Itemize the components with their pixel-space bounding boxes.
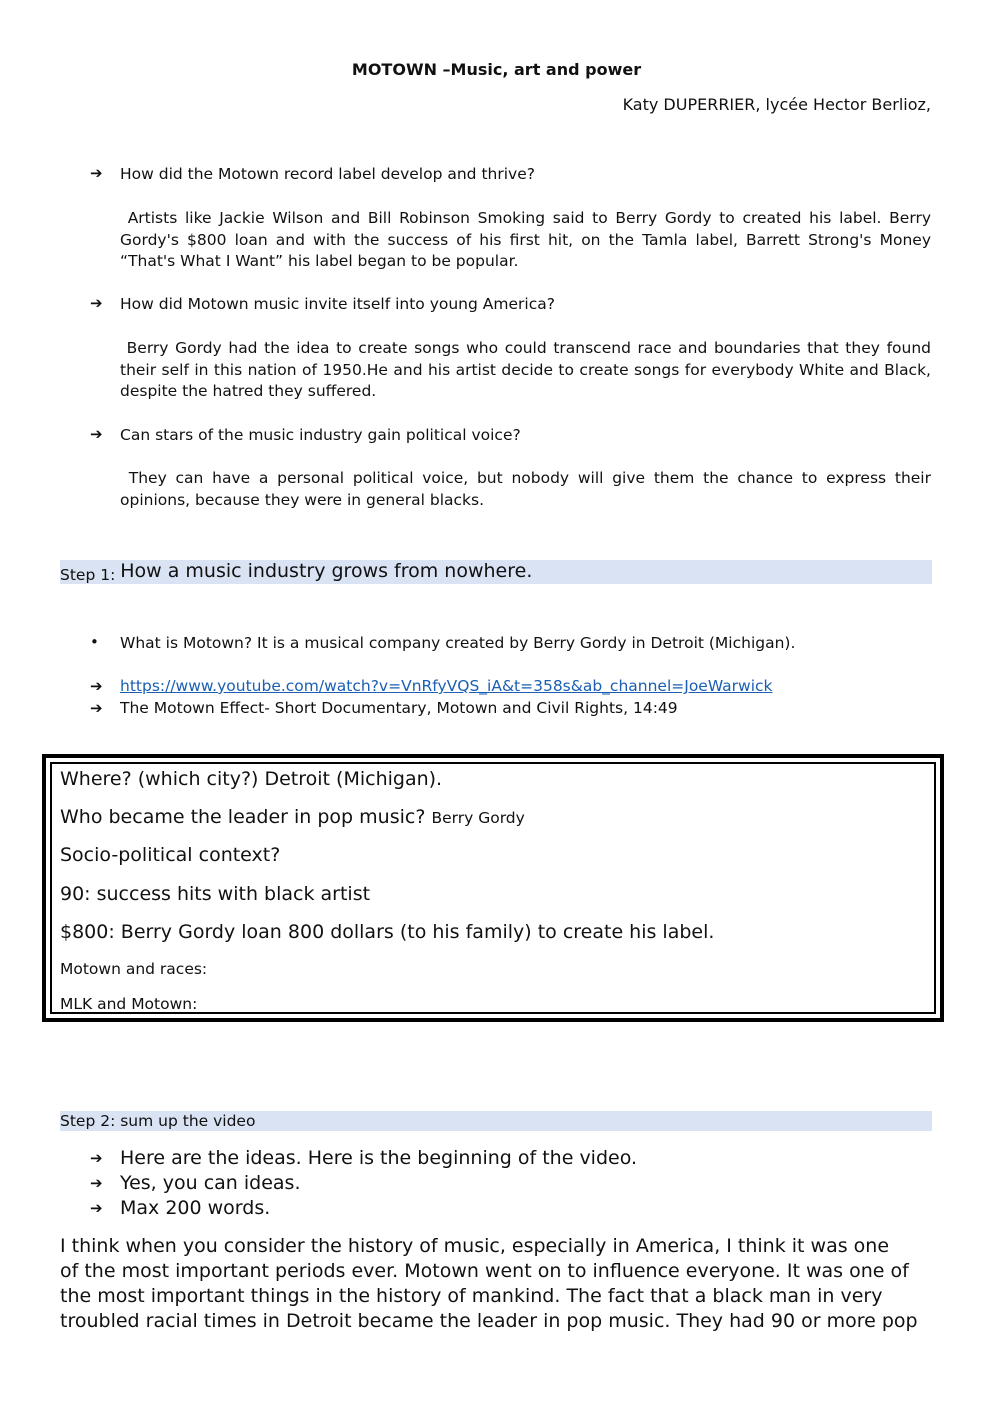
hits-line: 90: success hits with black artist bbox=[60, 883, 371, 905]
arrow-icon: ➔ bbox=[90, 294, 103, 312]
who-answer: Berry Gordy bbox=[431, 809, 525, 827]
question-2: How did Motown music invite itself into young America? bbox=[120, 295, 555, 313]
bullet-icon: • bbox=[90, 633, 99, 651]
arrow-icon: ➔ bbox=[90, 1174, 103, 1192]
step1-title: How a music industry grows from nowhere. bbox=[120, 560, 533, 582]
step1-heading bbox=[60, 560, 932, 584]
document-title: MOTOWN –Music, art and power bbox=[351, 60, 642, 79]
summary-line: the most important things in the history of mankind. The fact that a black man in very bbox=[60, 1285, 883, 1307]
answer-3: They can have a personal political voice, but nobody will give them the chance to express their opinions, because they were in general blacks. bbox=[120, 469, 931, 509]
answer-1: Artists like Jackie Wilson and Bill Robinson Smoking said to Berry Gordy to created his label. Berry Gordy's $800 loan and with the success of his first hit, on the Tamla label, Barrett Strong's Money “That's What I Want” his label began to be popular. bbox=[120, 209, 931, 270]
video-title: The Motown Effect- Short Documentary, Motown and Civil Rights, 14:49 bbox=[120, 699, 678, 717]
arrow-icon: ➔ bbox=[90, 1149, 103, 1167]
arrow-icon: ➔ bbox=[90, 425, 103, 443]
summary-line: troubled racial times in Detroit became the leader in pop music. They had 90 or more pop bbox=[60, 1310, 918, 1332]
author-line: Katy DUPERRIER, lycée Hector Berlioz, bbox=[622, 95, 931, 114]
summary-paragraph bbox=[60, 1234, 940, 1334]
arrow-icon: ➔ bbox=[90, 699, 103, 717]
answer-2: Berry Gordy had the idea to create songs who could transcend race and boundaries that they found their self in this nation of 1950.He and his artist decide to create songs for everybody White and Black, despite the hatred they suffered. bbox=[120, 339, 931, 400]
arrow-icon: ➔ bbox=[90, 1199, 103, 1217]
mlk-line: MLK and Motown: bbox=[60, 995, 198, 1013]
arrow-icon: ➔ bbox=[90, 164, 103, 182]
summary-line: I think when you consider the history of music, especially in America, I think it was one bbox=[60, 1235, 890, 1257]
step2-heading: Step 2: sum up the video bbox=[60, 1111, 932, 1131]
who-question: Who became the leader in pop music? bbox=[60, 806, 432, 828]
step2-item-1: Here are the ideas. Here is the beginning of the video. bbox=[120, 1147, 638, 1169]
step1-label: Step 1: bbox=[60, 566, 121, 584]
arrow-icon: ➔ bbox=[90, 677, 103, 695]
step2-item-2: Yes, you can ideas. bbox=[120, 1172, 301, 1194]
question-3: Can stars of the music industry gain political voice? bbox=[120, 426, 521, 444]
loan-line: $800: Berry Gordy loan 800 dollars (to his family) to create his label. bbox=[60, 921, 715, 943]
who-line bbox=[60, 806, 525, 828]
context-line: Socio-political context? bbox=[60, 844, 281, 866]
summary-line: of the most important periods ever. Motown went on to influence everyone. It was one of bbox=[60, 1260, 909, 1282]
question-1: How did the Motown record label develop and thrive? bbox=[120, 165, 535, 183]
youtube-link[interactable]: https://www.youtube.com/watch?v=VnRfyVQS_iA&t=358s&ab_channel=JoeWarwick bbox=[120, 677, 773, 695]
step2-item-3: Max 200 words. bbox=[120, 1197, 271, 1219]
where-line: Where? (which city?) Detroit (Michigan). bbox=[60, 768, 443, 790]
races-line: Motown and races: bbox=[60, 960, 208, 978]
motown-definition: What is Motown? It is a musical company created by Berry Gordy in Detroit (Michigan). bbox=[120, 634, 796, 652]
